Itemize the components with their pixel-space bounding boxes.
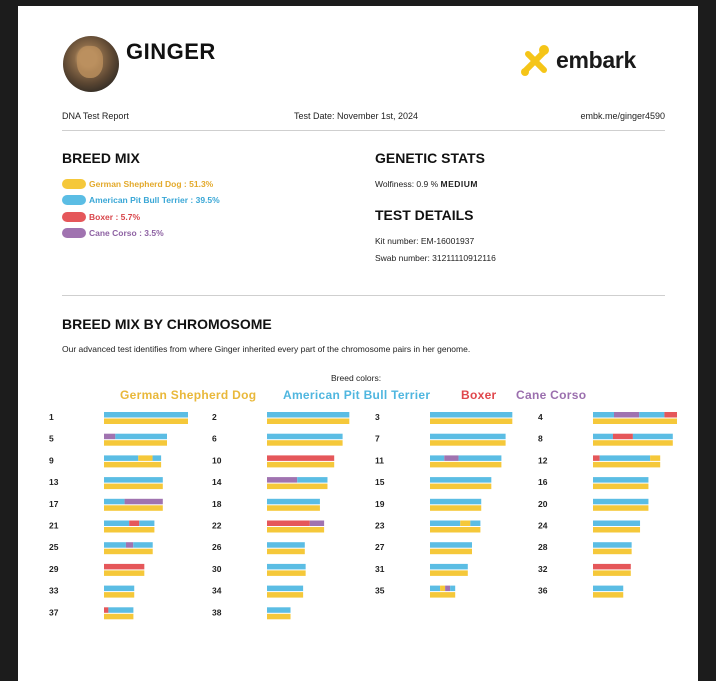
- chromosome-segment-35-top: [440, 586, 445, 592]
- chromosome-segment-4-bot: [593, 419, 677, 425]
- chromosome-segment-28-top: [593, 542, 632, 548]
- chromosome-segment-26-top: [267, 542, 305, 548]
- chromosome-segment-9-top: [153, 455, 162, 461]
- chromosome-segment-38-top: [267, 607, 291, 613]
- chromosome-label: 3: [375, 412, 380, 422]
- chromosome-segment-37-top: [104, 607, 108, 613]
- chromosome-label: 18: [212, 498, 222, 509]
- chromosome-segment-11-top: [430, 455, 444, 461]
- chromosome-segment-14-top: [267, 477, 297, 483]
- chromosome-label: 11: [375, 455, 384, 466]
- wolfiness-level: MEDIUM: [440, 179, 479, 189]
- chromosome-segment-4-top: [593, 412, 614, 418]
- chromosome-label: 27: [375, 542, 385, 553]
- chromosome-segment-5-top: [104, 434, 115, 440]
- chromosome-segment-35-top: [445, 586, 450, 592]
- chromosome-label: 25: [49, 542, 59, 553]
- chromosome-segment-11-top: [444, 455, 458, 461]
- chromosome-segment-10-bot: [267, 462, 334, 468]
- chromosome-segment-2-bot: [267, 419, 349, 425]
- chromosome-segment-8-top: [593, 434, 613, 440]
- chromosome-segment-31-top: [430, 564, 468, 570]
- chromosome-label: 30: [212, 563, 222, 574]
- chromosome-segment-12-top: [650, 455, 660, 461]
- chromosome-segment-34-top: [267, 586, 303, 592]
- wolfiness-label: Wolfiness: 0.9 %: [375, 179, 439, 189]
- chromosome-segment-6-top: [267, 434, 343, 440]
- chromosome-segment-27-top: [430, 542, 472, 548]
- chromosome-segment-25-top: [126, 542, 133, 548]
- chromosome-segment-12-top: [593, 455, 600, 461]
- chromosome-label: 9: [49, 455, 54, 466]
- chromosome-segment-5-top: [115, 434, 167, 440]
- chromosome-segment-10-top: [267, 455, 334, 461]
- chromosome-segment-36-bot: [593, 592, 623, 598]
- chromosome-segment-32-bot: [593, 570, 631, 576]
- chromosome-label: 8: [538, 433, 543, 444]
- chromosome-section-title: BREED MIX BY CHROMOSOME: [62, 316, 272, 332]
- genetic-stats-title: GENETIC STATS: [375, 150, 485, 166]
- chromosome-segment-20-top: [593, 499, 648, 505]
- chromosome-segment-13-bot: [104, 484, 163, 490]
- breed-color-cane-corso: Cane Corso: [516, 388, 587, 402]
- chromosome-segment-37-top: [108, 607, 133, 613]
- test-date: Test Date: November 1st, 2024: [294, 111, 419, 121]
- chromosome-segment-25-top: [104, 542, 126, 548]
- profile-url[interactable]: embk.me/ginger4590: [580, 111, 665, 121]
- chromosome-segment-26-bot: [267, 549, 305, 555]
- chromosome-segment-16-bot: [593, 484, 648, 490]
- chromosome-segment-4-top: [614, 412, 639, 418]
- chromosome-segment-14-bot: [267, 484, 327, 490]
- chromosome-segment-17-top: [104, 499, 125, 505]
- chromosome-segment-33-top: [104, 586, 134, 592]
- chromosome-label: 4: [538, 412, 543, 422]
- chromosome-segment-33-bot: [104, 592, 134, 598]
- chromosome-label: 28: [538, 542, 548, 553]
- chromosome-segment-38-bot: [267, 614, 291, 620]
- chromosome-label: 13: [49, 477, 59, 488]
- chromosome-label: 10: [212, 455, 222, 466]
- chromosome-label: 17: [49, 498, 59, 509]
- chromosome-segment-37-bot: [104, 614, 133, 620]
- chromosome-segment-35-top: [430, 586, 440, 592]
- chromosome-segment-1-top: [104, 412, 188, 418]
- chromosome-label: 31: [375, 563, 385, 574]
- chromosome-label: 7: [375, 433, 380, 444]
- chromosome-segment-12-bot: [593, 462, 660, 468]
- chromosome-segment-35-top: [450, 586, 455, 592]
- chromosome-label: 6: [212, 433, 217, 444]
- chromosome-segment-1-bot: [104, 419, 188, 425]
- logo-wordmark: embark: [556, 47, 637, 73]
- chromosome-segment-18-top: [267, 499, 320, 505]
- test-details-title: TEST DETAILS: [375, 207, 474, 223]
- legend-label: German Shepherd Dog : 51.3%: [89, 178, 214, 189]
- chromosome-segment-22-top: [267, 521, 310, 527]
- chromosome-segment-30-top: [267, 564, 306, 570]
- chromosome-segment-17-bot: [104, 505, 163, 511]
- chromosome-segment-24-top: [593, 521, 640, 527]
- chromosome-label: 34: [212, 585, 222, 596]
- chromosome-segment-17-top: [125, 499, 163, 505]
- chromosome-segment-12-top: [600, 455, 650, 461]
- chromosome-label: 26: [212, 542, 222, 553]
- swab-number: Swab number: 31211110912116: [375, 253, 496, 263]
- legend-label: American Pit Bull Terrier : 39.5%: [89, 195, 220, 205]
- chromosome-segment-16-top: [593, 477, 648, 483]
- chromosome-label: 16: [538, 477, 548, 488]
- chromosome-segment-27-bot: [430, 549, 472, 555]
- chromosome-label: 36: [538, 585, 548, 596]
- chromosome-segment-9-top: [104, 455, 138, 461]
- chromosome-label: 24: [538, 520, 548, 531]
- chromosome-segment-21-top: [129, 521, 139, 527]
- chromosome-segment-23-bot: [430, 527, 480, 533]
- breed-color-boxer: Boxer: [461, 388, 497, 402]
- chromosome-label: 23: [375, 520, 385, 531]
- chromosome-segment-6-bot: [267, 440, 343, 446]
- chromosome-segment-3-bot: [430, 419, 512, 425]
- chromosome-segment-29-top: [104, 564, 144, 570]
- chromosome-label: 38: [212, 607, 222, 618]
- chromosome-segment-15-top: [430, 477, 491, 483]
- chromosome-segment-8-top: [633, 434, 673, 440]
- chromosome-segment-13-top: [104, 477, 163, 483]
- breed-color-apbt: American Pit Bull Terrier: [283, 388, 431, 402]
- chromosome-segment-23-top: [460, 521, 470, 527]
- chromosome-segment-25-bot: [104, 549, 153, 555]
- dog-name: GINGER: [126, 39, 216, 64]
- chromosome-label: 37: [49, 607, 59, 618]
- chromosome-label: 2: [212, 412, 217, 422]
- chromosome-segment-34-bot: [267, 592, 303, 598]
- breed-mix-title: BREED MIX: [62, 150, 140, 166]
- chromosome-label: 22: [212, 520, 222, 531]
- chromosome-label: 1: [49, 412, 54, 422]
- chromosome-segment-9-bot: [104, 462, 161, 468]
- chromosome-segment-24-bot: [593, 527, 640, 533]
- chromosome-segment-19-bot: [430, 505, 481, 511]
- chromosome-label: 21: [49, 520, 59, 531]
- chromosome-segment-30-bot: [267, 570, 306, 576]
- chromosome-description: Our advanced test identifies from where Ginger inherited every part of the chromosome pairs in her genome.: [62, 344, 471, 354]
- chromosome-segment-21-top: [104, 521, 129, 527]
- breed-color-gsd: German Shepherd Dog: [120, 388, 257, 402]
- chromosome-label: 15: [375, 477, 385, 488]
- chromosome-label: 33: [49, 585, 59, 596]
- kit-number: Kit number: EM-16001937: [375, 236, 475, 246]
- chromosome-segment-11-top: [459, 455, 502, 461]
- report-type: DNA Test Report: [62, 111, 129, 121]
- chromosome-segment-31-bot: [430, 570, 468, 576]
- chromosome-segment-11-bot: [430, 462, 501, 468]
- chromosome-segment-23-top: [470, 521, 480, 527]
- chromosome-label: 5: [49, 433, 54, 444]
- chromosome-segment-8-top: [613, 434, 633, 440]
- chromosome-label: 19: [375, 498, 385, 509]
- breed-colors-title: Breed colors:: [331, 373, 382, 383]
- chromosome-segment-7-top: [430, 434, 506, 440]
- chromosome-segment-3-top: [430, 412, 512, 418]
- chromosome-segment-22-top: [310, 521, 324, 527]
- legend-label: Boxer : 5.7%: [89, 211, 141, 222]
- chromosome-segment-14-top: [297, 477, 327, 483]
- chromosome-segment-4-top: [639, 412, 664, 418]
- chromosome-segment-22-bot: [267, 527, 324, 533]
- legend-label: Cane Corso : 3.5%: [89, 228, 164, 238]
- chromosome-segment-21-top: [139, 521, 154, 527]
- chromosome-label: 32: [538, 563, 548, 574]
- chromosome-segment-9-top: [138, 455, 152, 461]
- report-page: [18, 6, 698, 681]
- chromosome-segment-36-top: [593, 586, 623, 592]
- chromosome-label: 20: [538, 498, 548, 509]
- chromosome-segment-19-top: [430, 499, 481, 505]
- chromosome-chart: [18, 6, 698, 681]
- chromosome-segment-4-top: [664, 412, 677, 418]
- chromosome-segment-21-bot: [104, 527, 154, 533]
- chromosome-segment-5-bot: [104, 440, 167, 446]
- chromosome-label: 29: [49, 563, 59, 574]
- chromosome-segment-2-top: [267, 412, 349, 418]
- chromosome-segment-25-top: [133, 542, 152, 548]
- chromosome-segment-35-bot: [430, 592, 455, 598]
- chromosome-segment-28-bot: [593, 549, 632, 555]
- chromosome-segment-18-bot: [267, 505, 320, 511]
- chromosome-segment-8-bot: [593, 440, 673, 446]
- chromosome-segment-20-bot: [593, 505, 648, 511]
- chromosome-segment-32-top: [593, 564, 631, 570]
- chromosome-label: 14: [212, 477, 222, 488]
- chromosome-segment-29-bot: [104, 570, 144, 576]
- chromosome-segment-7-bot: [430, 440, 506, 446]
- chromosome-label: 12: [538, 455, 548, 466]
- chromosome-segment-23-top: [430, 521, 460, 527]
- chromosome-segment-15-bot: [430, 484, 491, 490]
- chromosome-label: 35: [375, 585, 385, 596]
